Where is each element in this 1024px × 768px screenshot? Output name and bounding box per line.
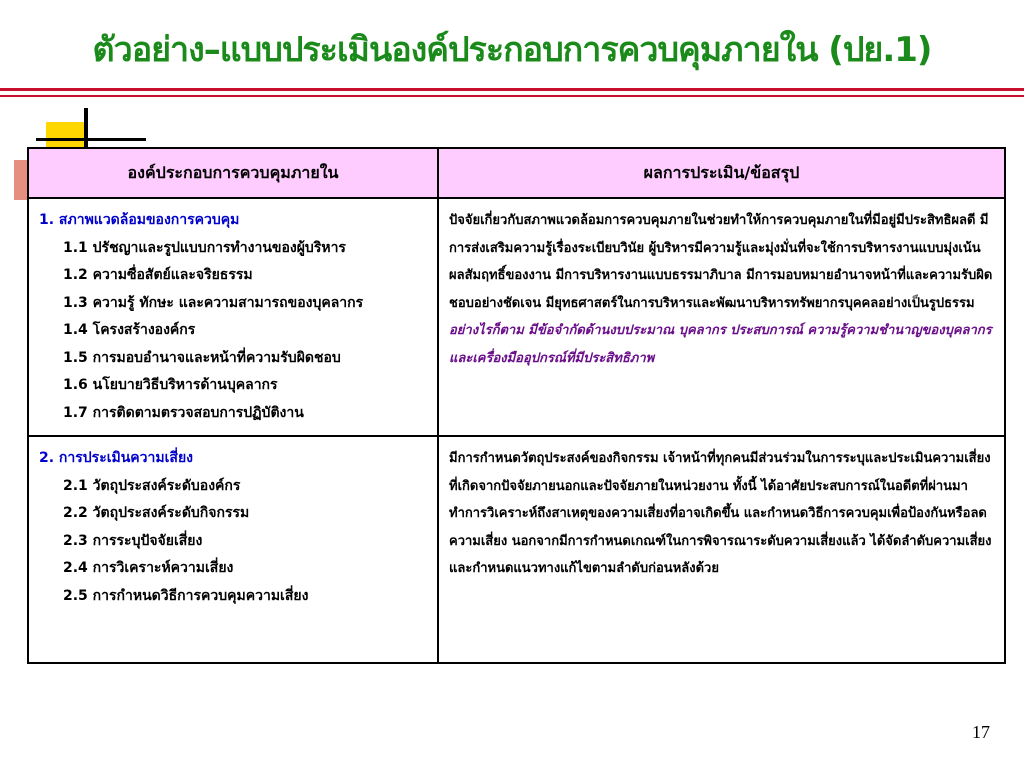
component-item: 1.4 โครงสร้างองค์กร xyxy=(63,322,196,338)
column-header-components: องค์ประกอบการควบคุมภายใน xyxy=(28,148,438,198)
component-item: 2.2 วัตถุประสงค์ระดับกิจกรรม xyxy=(63,505,250,521)
component-item: 1.3 ความรู้ ทักษะ และความสามารถของบุคลากร xyxy=(63,294,364,311)
table-row xyxy=(28,198,1005,436)
component-cell xyxy=(28,198,438,436)
component-item: 2.4 การวิเคราะห์ความเสี่ยง xyxy=(63,560,234,576)
component-item: 1.2 ความซื่อสัตย์และจริยธรรม xyxy=(63,267,253,283)
decor-horizontal-line xyxy=(36,138,146,141)
title-rule-top xyxy=(0,88,1024,91)
result-cell xyxy=(438,198,1005,436)
result-cell xyxy=(438,436,1005,663)
table-row xyxy=(28,436,1005,663)
component-heading: 1. สภาพแวดล้อมของการควบคุม xyxy=(39,212,240,228)
component-item: 2.5 การกำหนดวิธีการควบคุมความเสี่ยง xyxy=(63,587,309,604)
assessment-table xyxy=(27,147,1006,664)
component-item: 2.3 การระบุปัจจัยเสี่ยง xyxy=(63,532,203,549)
component-item: 1.1 ปรัชญาและรูปแบบการทำงานของผู้บริหาร xyxy=(63,239,346,256)
page-number: 17 xyxy=(972,722,990,742)
component-cell xyxy=(28,436,438,663)
column-header-results: ผลการประเมิน/ข้อสรุป xyxy=(438,148,1005,198)
result-text: มีการกำหนดวัตถุประสงค์ของกิจกรรม เจ้าหน้าที่ทุกคนมีส่วนร่วมในการระบุและประเมินความเสี่ยงที่เกิดจากปัจจัยภายนอกและปัจจัยภายในหน่วยงาน ทั้งนี้ ได้อาศัยประสบการณ์ในอดีตที่ผ่านมาทำการวิเคราะห์ถึงสาเหตุของความเสี่ยงที่อาจเกิดขึ้น และกำหนดวิธีการควบคุมเพื่อป้องกันหรือลดความเสี่ยง นอกจากมีการกำหนดเกณฑ์ในการพิจารณาระดับความเสี่ยงแล้ว ได้จัดลำดับความเสี่ยงและกำหนดแนวทางแก้ไขตามลำดับก่อนหลังด้วย xyxy=(449,451,992,576)
component-item: 1.6 นโยบายวิธีบริหารด้านบุคลากร xyxy=(63,377,278,393)
component-heading: 2. การประเมินความเสี่ยง xyxy=(39,450,193,466)
result-text: ปัจจัยเกี่ยวกับสภาพแวดล้อมการควบคุมภายในช่วยทำให้การควบคุมภายในที่มีอยู่มีประสิทธิผลดี มีการส่งเสริมความรู้เรื่องระเบียบวินัย ผู้บริหารมีความรู้และมุ่งมั่นที่จะใช้การบริหารงานแบบมุ่งเน้นผลสัมฤทธิ์ของงาน มีการบริหารงานแบบธรรมาภิบาล มีการมอบหมายอำนาจหน้าที่และความรับผิดชอบอย่างชัดเจน มียุทธศาสตร์ในการบริหารและพัฒนาบริหารทรัพยากรบุคคลอย่างเป็นรูปธรรม xyxy=(449,213,993,311)
component-item: 1.5 การมอบอำนาจและหน้าที่ความรับผิดชอบ xyxy=(63,349,341,366)
table-header-row xyxy=(28,148,1005,198)
component-item: 2.1 วัตถุประสงค์ระดับองค์กร xyxy=(63,477,241,494)
result-note: อย่างไรก็ตาม มีข้อจำกัดด้านงบประมาณ บุคลากร ประสบการณ์ ความรู้ความชำนาญของบุคลากร และเครื่องมืออุปกรณ์ที่มีประสิทธิภาพ xyxy=(449,323,992,366)
component-item: 1.7 การติดตามตรวจสอบการปฏิบัติงาน xyxy=(63,404,304,421)
title-rule-bottom xyxy=(0,95,1024,97)
slide-title: ตัวอย่าง–แบบประเมินองค์ประกอบการควบคุมภายใน (ปย.1) xyxy=(92,30,932,70)
